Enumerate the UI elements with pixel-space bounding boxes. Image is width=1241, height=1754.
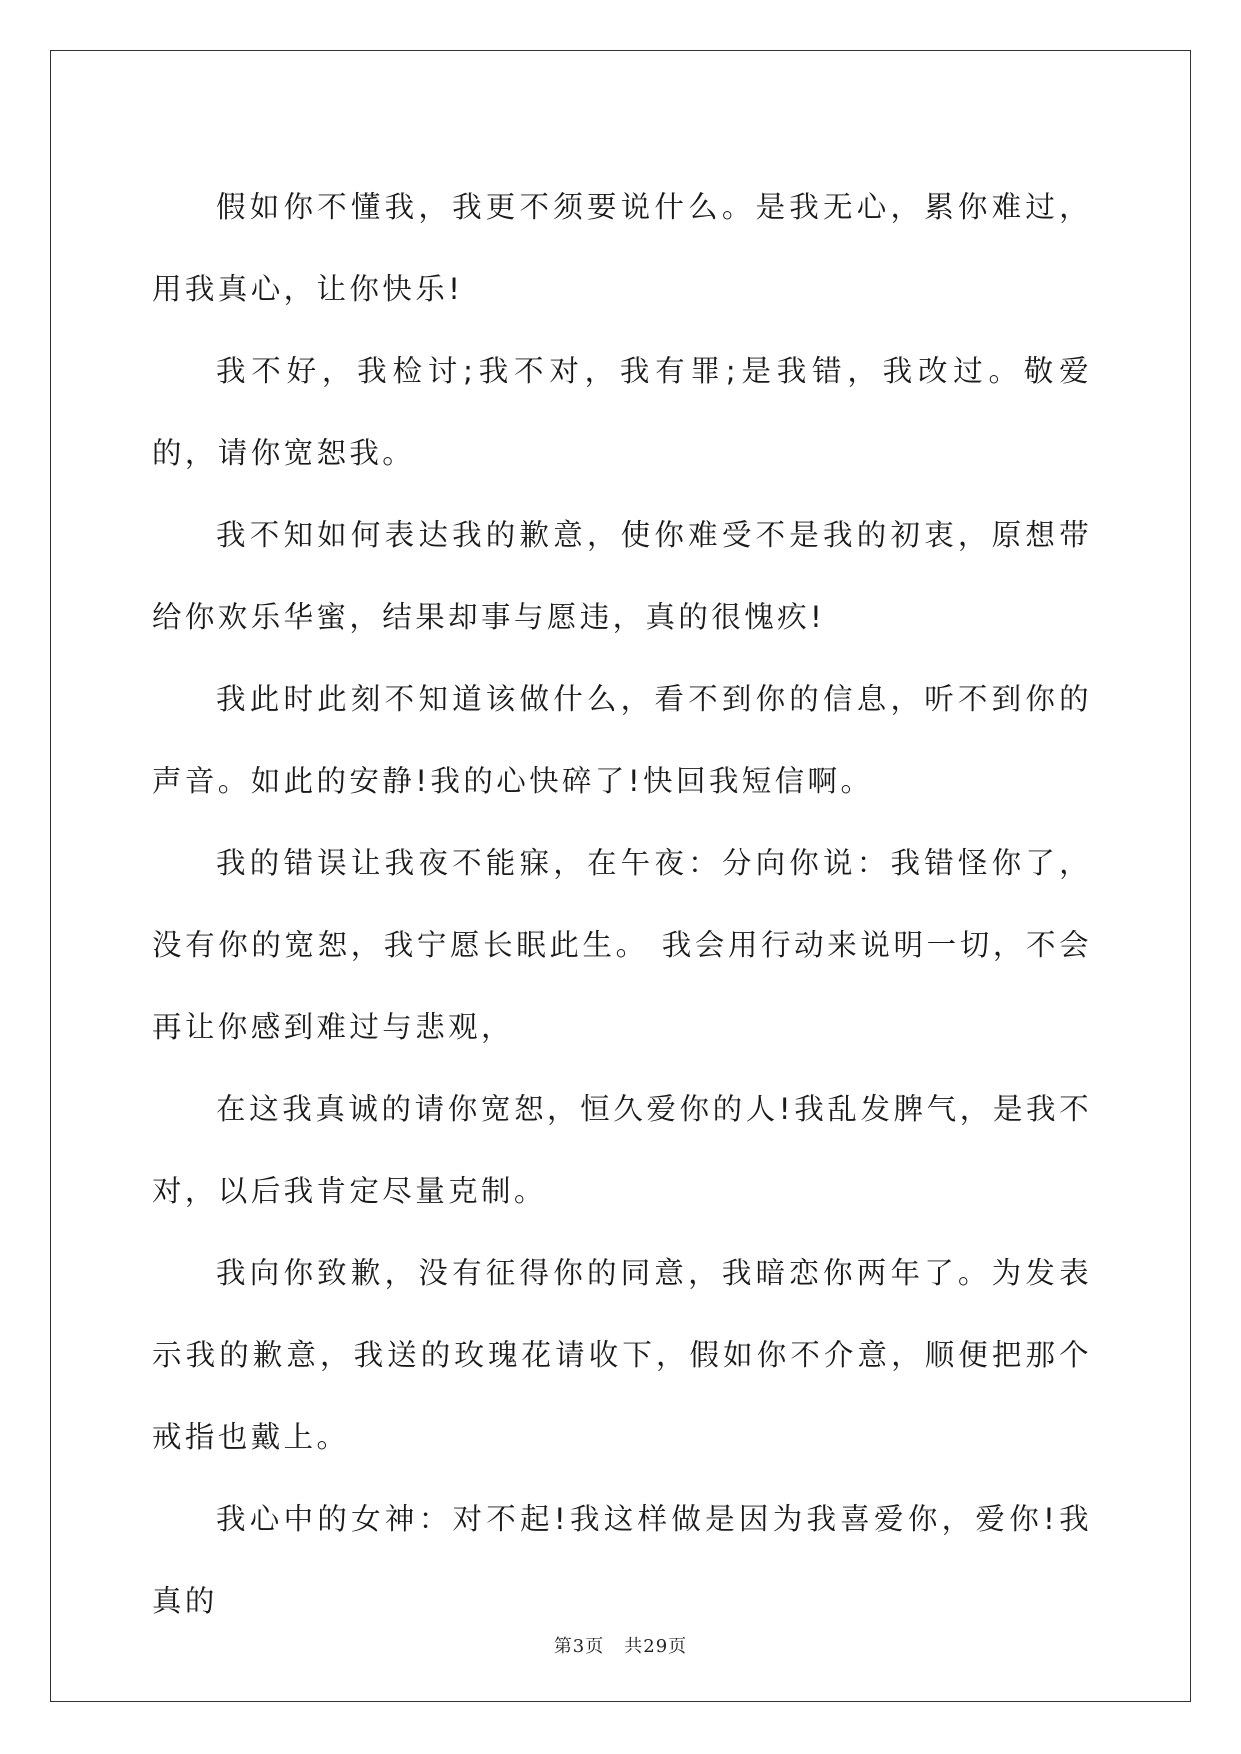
- paragraph-8: 我心中的女神：对不起!我这样做是因为我喜爱你，爱你!我真的: [152, 1502, 1092, 1618]
- paragraph-4: 我此时此刻不知道该做什么，看不到你的信息，听不到你的声音。如此的安静!我的心快碎了!快回我短信啊。: [152, 682, 1092, 798]
- page-total: 共29页: [624, 1636, 688, 1657]
- document-body: [152, 166, 1092, 1642]
- paragraph-6: 在这我真诚的请你宽恕，恒久爱你的人!我乱发脾气，是我不对，以后我肯定尽量克制。: [152, 1092, 1092, 1208]
- paragraph-7: 我向你致歉，没有征得你的同意，我暗恋你两年了。为发表示我的歉意，我送的玫瑰花请收下，假如你不介意，顺便把那个戒指也戴上。: [152, 1256, 1092, 1454]
- page-footer: [0, 1632, 1241, 1658]
- paragraph-5: 我的错误让我夜不能寐，在午夜：分向你说：我错怪你了，没有你的宽恕，我宁愿长眠此生。 我会用行动来说明一切，不会再让你感到难过与悲观，: [152, 846, 1092, 1044]
- page-number: 第3页: [553, 1636, 605, 1657]
- paragraph-3: 我不知如何表达我的歉意，使你难受不是我的初衷，原想带给你欢乐华蜜，结果却事与愿违，真的很愧疚!: [152, 518, 1092, 634]
- paragraph-1: 假如你不懂我，我更不须要说什么。是我无心，累你难过，用我真心，让你快乐!: [152, 190, 1092, 306]
- paragraph-2: 我不好，我检讨;我不对，我有罪;是我错，我改过。敬爱的，请你宽恕我。: [152, 354, 1092, 470]
